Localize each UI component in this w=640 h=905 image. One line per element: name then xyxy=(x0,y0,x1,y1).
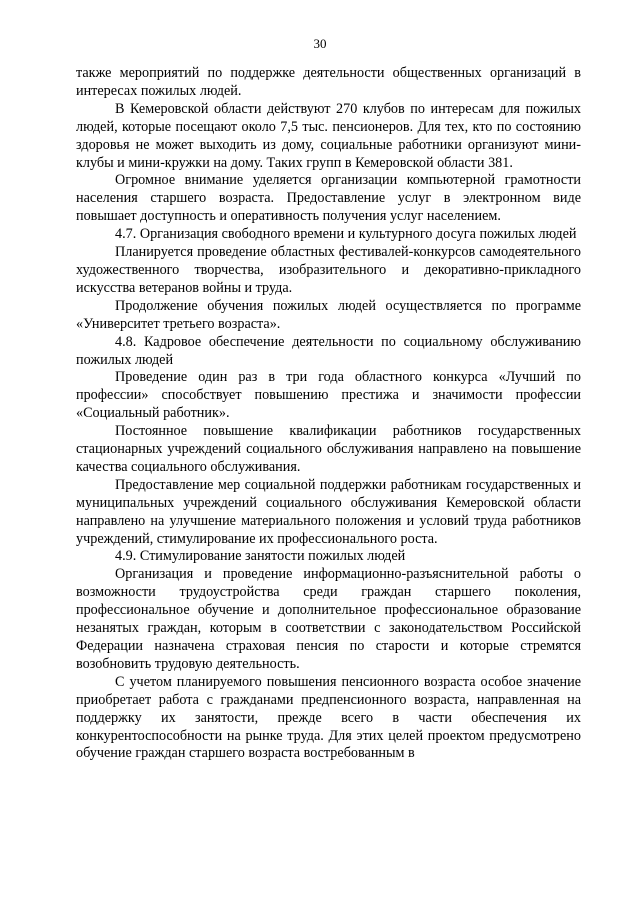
paragraph: Огромное внимание уделяется организации компьютерной грамотности населения старшего возраста. Предоставление услуг в электронном виде повышает доступность и оперативность получения услуг населением. xyxy=(76,172,581,225)
paragraph: Предоставление мер социальной поддержки работникам государственных и муниципальных учреждений социального обслуживания Кемеровской области направлено на улучшение материального положения и условий труда работников учреждений, стимулирование их профессионального роста. xyxy=(76,476,581,547)
section-heading: 4.7. Организация свободного времени и культурного досуга пожилых людей xyxy=(115,226,577,243)
paragraph: Постоянное повышение квалификации работников государственных стационарных учреждений социального обслуживания направлено на повышение качества социального обслуживания. xyxy=(76,423,581,475)
paragraph: Продолжение обучения пожилых людей осуществляется по программе «Университет третьего возраста». xyxy=(76,297,581,332)
section-heading: 4.8. Кадровое обеспечение деятельности по социальному обслуживанию пожилых людей xyxy=(76,333,581,368)
paragraph: В Кемеровской области действуют 270 клубов по интересам для пожилых людей, которые посещают около 7,5 тыс. пенсионеров. Для тех, кто по состоянию здоровья не может выходить из дому, социальные работники организуют мини-клубы и мини-кружки на дому. Таких групп в Кемеровской области 381. xyxy=(76,100,581,171)
page-body xyxy=(76,65,581,763)
paragraph: С учетом планируемого повышения пенсионного возраста особое значение приобретает работа с гражданами предпенсионного возраста, направленная на поддержку их занятости, прежде всего в части обеспечения их конкурентоспособности на рынке труда. Для этих целей проектом предусмотрено обучение граждан старшего возраста востребованным в xyxy=(76,673,581,762)
paragraph: Планируется проведение областных фестивалей-конкурсов самодеятельного художественного творчества, изобразительного и декоративно-прикладного искусства ветеранов войны и труда. xyxy=(76,244,581,296)
paragraph: также мероприятий по поддержке деятельности общественных организаций в интересах пожилых людей. xyxy=(76,65,581,99)
paragraph: Проведение один раз в три года областного конкурса «Лучший по профессии» способствует повышению престижа и значимости профессии «Социальный работник». xyxy=(76,369,581,422)
page-number: 30 xyxy=(313,36,327,51)
paragraph: Организация и проведение информационно-разъяснительной работы о возможности трудоустройства среди граждан старшего поколения, профессиональное обучение и дополнительное профессиональное образование незанятых граждан, которым в соответствии с законодательством Российской Федерации назначена страховая пенсия по старости и которые стремятся возобновить трудовую деятельность. xyxy=(76,566,581,672)
section-heading: 4.9. Стимулирование занятости пожилых людей xyxy=(115,548,406,565)
